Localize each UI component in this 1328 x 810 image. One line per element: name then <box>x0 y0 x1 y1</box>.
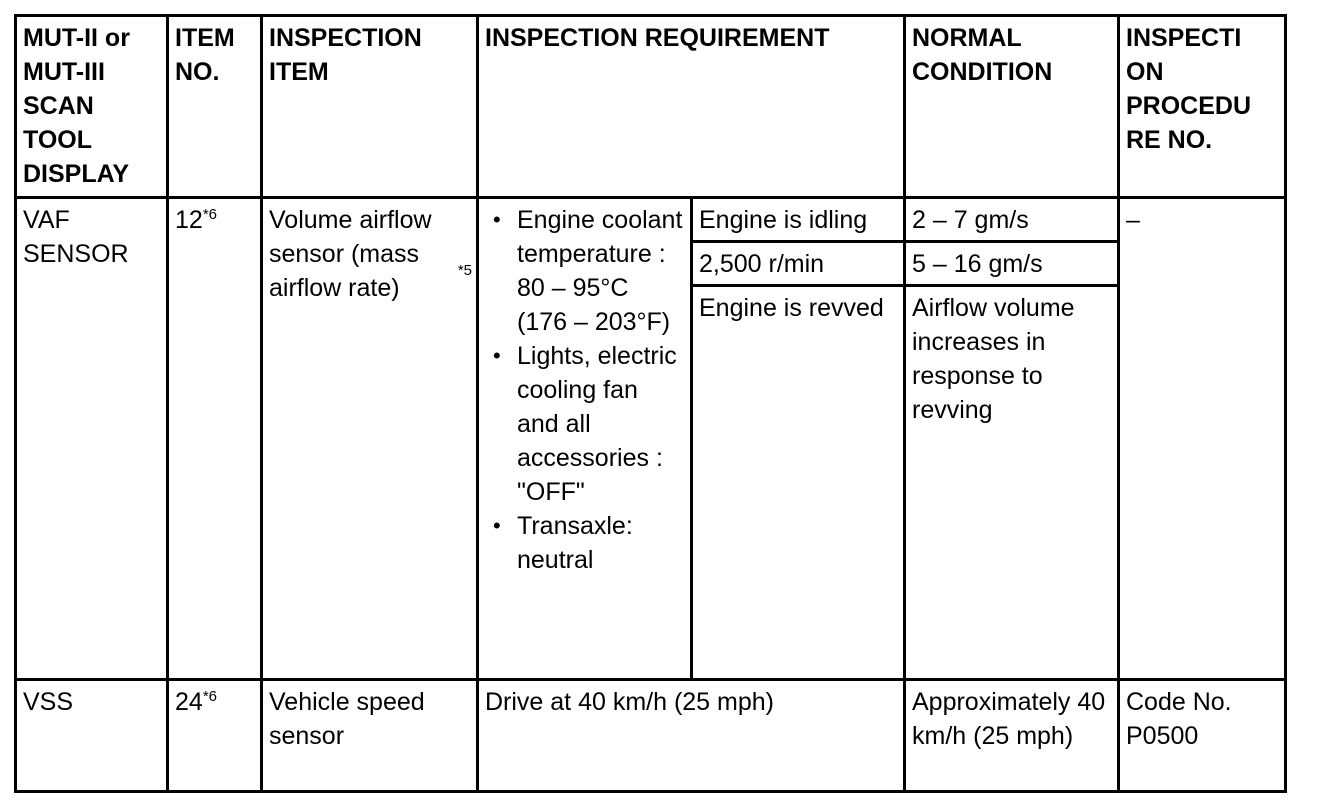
inspection-item-text: Volume airflow sensor (mass airflow rate) <box>269 206 432 302</box>
header-inspection-item: INSPECTION ITEM <box>262 16 478 198</box>
header-normal-condition: NORMAL CONDITION <box>905 16 1119 198</box>
cell-scan-tool: VAF SENSOR <box>16 198 168 680</box>
header-item-no: ITEM NO. <box>168 16 262 198</box>
item-no-footnote: *6 <box>202 688 217 705</box>
table-row <box>16 680 1286 792</box>
cell-procedure-no: – <box>1119 198 1286 680</box>
cell-normal: Airflow volume increases in response to revving <box>905 286 1119 680</box>
header-inspection-requirement: INSPECTION REQUIREMENT <box>478 16 905 198</box>
item-no-value: 24 <box>175 688 203 716</box>
condition-item: • Lights, electric cooling fan and all accessories : "OFF" <box>485 339 684 509</box>
item-no-value: 12 <box>175 206 203 234</box>
cell-state: Engine is idling <box>692 198 905 242</box>
condition-list <box>485 203 684 577</box>
item-no-footnote: *6 <box>202 206 217 223</box>
cell-item-no <box>168 680 262 792</box>
cell-state: Engine is revved <box>692 286 905 680</box>
cell-normal: 2 – 7 gm/s <box>905 198 1119 242</box>
header-procedure-no: INSPECTI ON PROCEDU RE NO. <box>1119 16 1286 198</box>
cell-procedure-no: Code No. P0500 <box>1119 680 1286 792</box>
cell-inspection-item: Vehicle speed sensor <box>262 680 478 792</box>
cell-item-no <box>168 198 262 680</box>
cell-normal: 5 – 16 gm/s <box>905 242 1119 286</box>
cell-state: 2,500 r/min <box>692 242 905 286</box>
cell-normal: Approximately 40 km/h (25 mph) <box>905 680 1119 792</box>
cell-requirement: Drive at 40 km/h (25 mph) <box>478 680 905 792</box>
inspection-table-container <box>14 14 1287 793</box>
table-row <box>16 198 1286 242</box>
cell-scan-tool: VSS <box>16 680 168 792</box>
header-row <box>16 16 1286 198</box>
condition-item: • Transaxle: neutral <box>485 509 684 577</box>
cell-inspection-item: Volume airflow sensor (mass airflow rate) *5 <box>262 198 478 680</box>
cell-conditions <box>478 198 692 680</box>
condition-item: • Engine coolant temperature : 80 – 95°C (176 – 203°F) <box>485 203 684 339</box>
header-scan-tool: MUT-II or MUT-III SCAN TOOL DISPLAY <box>16 16 168 198</box>
inspection-table <box>14 14 1287 793</box>
